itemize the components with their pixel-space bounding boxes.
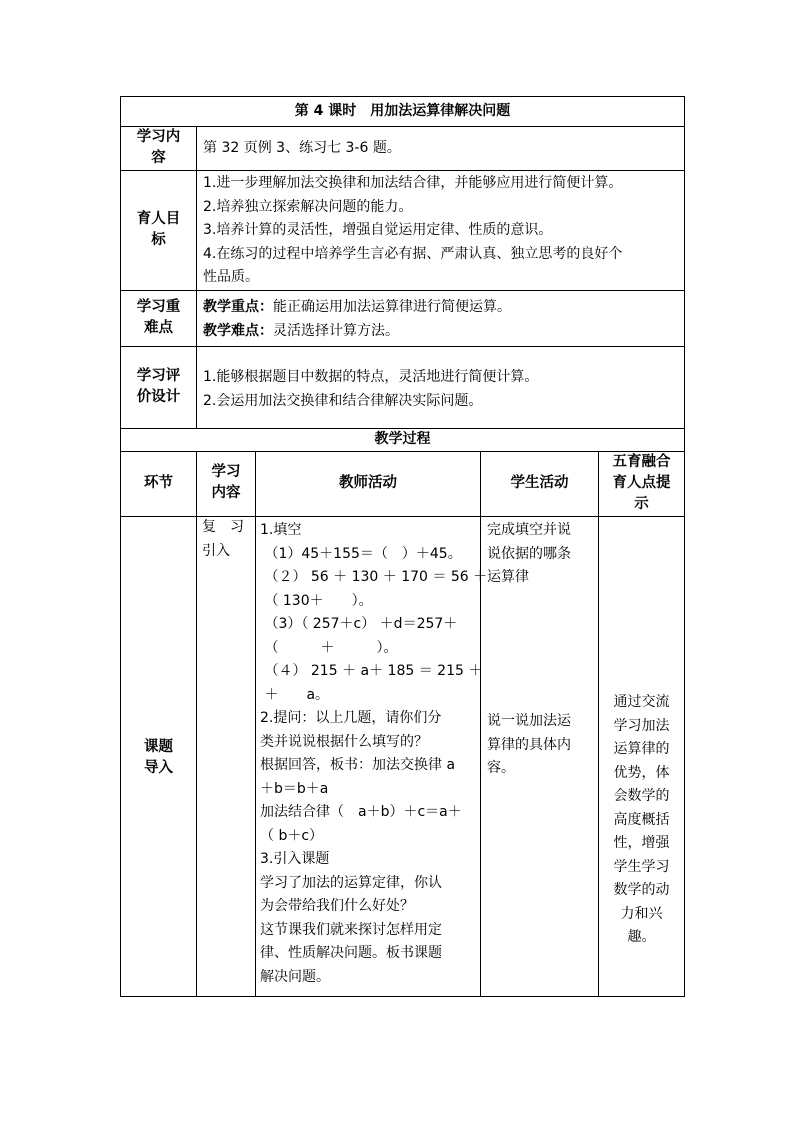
keypoints-text: [203, 296, 511, 343]
label-line: 学习内: [136, 129, 181, 145]
teacher-line: 1.填空: [260, 522, 302, 538]
label-line: 容: [151, 150, 166, 166]
goal-line: 2.培养独立探索解决问题的能力。: [203, 198, 413, 215]
five-education-note: [599, 691, 684, 950]
teacher-line: （ 130＋ ）。: [260, 592, 373, 609]
five-education-line: 优势，体: [613, 764, 670, 781]
header-line: 育人点提: [612, 475, 671, 491]
student-line: 容。: [487, 760, 515, 776]
five-education-line: 学习加法: [613, 717, 670, 734]
student-line: 说依据的哪条: [487, 545, 571, 562]
goal-line: 3.培养计算的灵活性，增强自觉运用定律、性质的意识。: [203, 222, 553, 238]
five-education-line: 性，增强: [613, 835, 670, 851]
student-activity-1: [487, 519, 571, 590]
label-line: 学习重: [136, 299, 181, 315]
key-point-label: 教学重点：: [203, 299, 273, 315]
five-education-line: 力和兴: [620, 905, 663, 922]
content-label: [121, 127, 196, 169]
teacher-line: （２） 56 ＋ 130 ＋ 170 ＝ 56 ＋: [260, 569, 488, 585]
header-phase: 环节: [144, 475, 173, 491]
header-line: 五育融合: [612, 454, 671, 470]
student-activity-2: [487, 710, 571, 781]
difficult-point-text: 灵活选择计算方法。: [273, 322, 399, 339]
five-education-line: 通过交流: [613, 694, 670, 710]
goal-line: 1.进一步理解加法交换律和加法结合律，并能够应用进行简便计算。: [203, 175, 623, 191]
five-education-line: 运算律的: [613, 741, 670, 757]
header-line: 内容: [211, 485, 241, 501]
phase-line: 课题: [144, 739, 173, 755]
evaluation-line: 1.能够根据题目中数据的特点，灵活地进行简便计算。: [203, 369, 539, 385]
five-education-line: 学生学习: [613, 858, 670, 875]
teacher-line: ＋ a。: [260, 686, 330, 703]
teacher-line: （ b＋c）: [260, 827, 324, 844]
goal-line: 4.在练习的过程中培养学生言必有据、严肃认真、独立思考的良好个: [203, 245, 623, 262]
five-education-line: 数学的动: [613, 882, 670, 898]
student-line: 运算律: [487, 569, 529, 585]
key-point: [203, 296, 511, 320]
student-line: 算律的具体内: [487, 736, 571, 753]
five-education-line: 高度概括: [613, 811, 670, 828]
evaluation-line: 2.会运用加法交换律和结合律解决实际问题。: [203, 392, 483, 409]
process-title: 教学过程: [374, 431, 431, 447]
header-line: 学习: [211, 464, 241, 480]
keypoints-label: [121, 297, 196, 339]
difficult-point: [203, 320, 511, 344]
phase-intro: [121, 737, 196, 779]
teacher-line: 为会带给我们什么好处？: [260, 898, 414, 914]
teacher-line: 根据回答，板书：加法交换律 a: [260, 757, 456, 773]
teacher-activity: [260, 519, 487, 989]
teacher-line: 3.引入课题: [260, 851, 330, 867]
teacher-line: 类并说说根据什么填写的？: [260, 733, 428, 750]
teacher-line: 加法结合律（ a＋b）＋c＝a＋: [260, 804, 462, 820]
goals-list: [203, 172, 622, 290]
header-student: 学生活动: [510, 475, 569, 491]
teacher-line: 2.提问：以上几题，请你们分: [260, 710, 442, 726]
lesson-title: 第 4 课时 用加法运算律解决问题: [294, 103, 511, 119]
teacher-line: 这节课我们就来探讨怎样用定: [260, 921, 442, 938]
teacher-line: 律、性质解决问题。板书课题: [260, 945, 442, 961]
label-line: 育人目: [136, 211, 181, 227]
header-teacher: 教师活动: [339, 475, 397, 491]
label-line: 难点: [144, 320, 173, 336]
phase-line: 导入: [144, 760, 173, 776]
teacher-line: （４） 215 ＋ a＋ 185 ＝ 215 ＋: [260, 663, 483, 679]
key-point-text: 能正确运用加法运算律进行简便运算。: [273, 299, 511, 315]
five-education-line: 会数学的: [613, 788, 670, 804]
content-line: 复 习: [202, 519, 244, 535]
teacher-line: （3）（ 257＋c） ＋d＝257＋: [260, 616, 458, 632]
header-content: [197, 462, 255, 504]
label-line: 价设计: [136, 389, 181, 405]
student-line: 完成填空并说: [487, 522, 571, 538]
label-line: 学习评: [136, 368, 181, 384]
student-line: 说一说加法运: [487, 713, 571, 729]
teacher-line: 解决问题。: [260, 968, 330, 985]
header-line: 示: [634, 496, 649, 512]
evaluation-label: [121, 366, 196, 408]
difficult-point-label: 教学难点：: [203, 322, 273, 339]
goal-line: 性品质。: [203, 269, 259, 285]
teacher-line: （1）45＋155＝（ ）＋45。: [260, 545, 462, 562]
header-five-education: [599, 452, 684, 515]
content-text: 第 32 页例 3、练习七 3-6 题。: [203, 140, 401, 156]
evaluation-list: [203, 366, 538, 413]
five-education-line: 趣。: [627, 929, 656, 945]
label-line: 标: [151, 232, 166, 248]
teacher-line: （ ＋ ）。: [260, 639, 398, 656]
teacher-line: ＋b＝b＋a: [260, 780, 329, 797]
goals-label: [121, 209, 196, 251]
teacher-line: 学习了加法的运算定律，你认: [260, 874, 442, 891]
content-review: [202, 516, 244, 563]
content-line: 引入: [202, 542, 230, 559]
